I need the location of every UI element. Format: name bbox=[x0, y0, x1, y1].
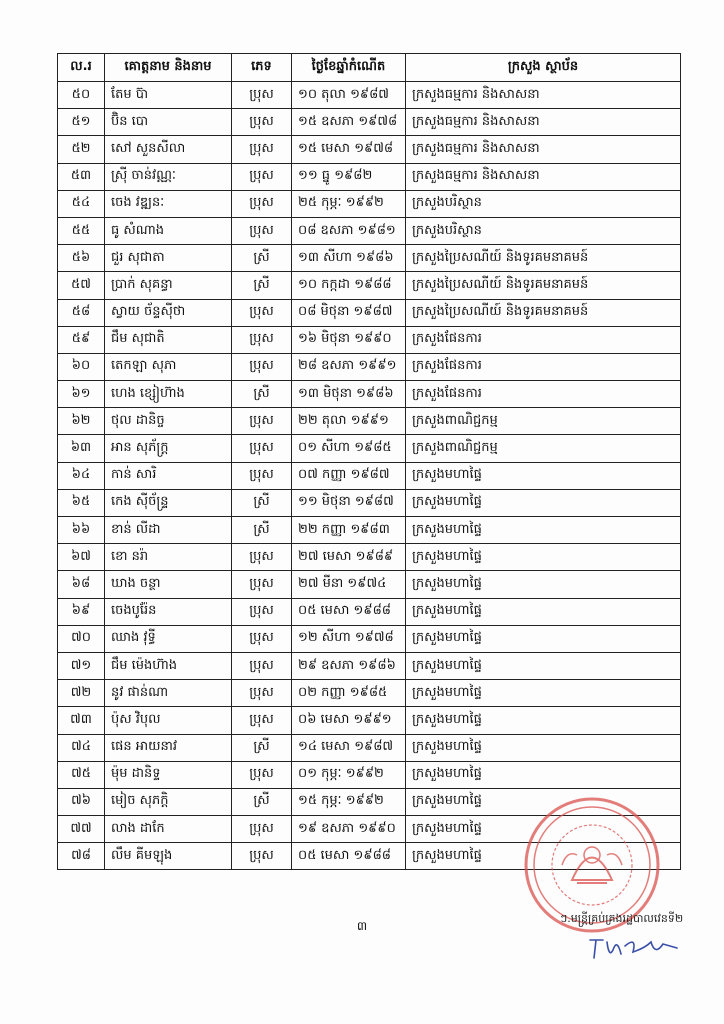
row-number: ៥២ bbox=[58, 136, 105, 163]
table-row bbox=[58, 217, 681, 244]
row-gender: ប្រុស bbox=[232, 82, 292, 109]
row-gender: ប្រុស bbox=[232, 707, 292, 734]
row-ministry: ក្រសួងធម្មការ និងសាសនា bbox=[406, 109, 681, 136]
row-name: មៀច សុភក្តិ bbox=[105, 788, 232, 815]
row-number: ៦១ bbox=[58, 381, 105, 408]
table-header-row bbox=[58, 54, 681, 82]
table-row bbox=[58, 408, 681, 435]
row-gender: ប្រុស bbox=[232, 109, 292, 136]
row-name: សៅ សួនសីលា bbox=[105, 136, 232, 163]
row-dob: ១១ ធ្នូ ១៩៨២ bbox=[292, 163, 406, 190]
table-row bbox=[58, 544, 681, 571]
row-number: ៧៧ bbox=[58, 816, 105, 843]
table-row bbox=[58, 381, 681, 408]
row-gender: ស្រី bbox=[232, 245, 292, 272]
row-number: ៦៨ bbox=[58, 571, 105, 598]
row-gender: ប្រុស bbox=[232, 598, 292, 625]
row-ministry: ក្រសួងផែនការ bbox=[406, 326, 681, 353]
row-name: ចេងបូរ៉ែន bbox=[105, 598, 232, 625]
row-ministry: ក្រសួងមហាផ្ទៃ bbox=[406, 707, 681, 734]
row-number: ៥៨ bbox=[58, 299, 105, 326]
row-number: ៦៦ bbox=[58, 517, 105, 544]
row-gender: ស្រី bbox=[232, 734, 292, 761]
row-number: ៧៨ bbox=[58, 843, 105, 870]
row-ministry: ក្រសួងមហាផ្ទៃ bbox=[406, 571, 681, 598]
row-name: ហេង ខ្សៀហ៊ាង bbox=[105, 381, 232, 408]
row-dob: ០៨ ឧសភា ១៩៨១ bbox=[292, 217, 406, 244]
row-number: ៦៣ bbox=[58, 435, 105, 462]
table-row bbox=[58, 680, 681, 707]
row-number: ៧២ bbox=[58, 680, 105, 707]
row-dob: ០៦ មេសា ១៩៩១ bbox=[292, 707, 406, 734]
row-gender: ប្រុស bbox=[232, 816, 292, 843]
row-gender: ប្រុស bbox=[232, 462, 292, 489]
row-dob: ០១ សីហា ១៩៨៥ bbox=[292, 435, 406, 462]
row-dob: ០៧ កញ្ញា ១៩៨៧ bbox=[292, 462, 406, 489]
row-dob: ០៨ មិថុនា ១៩៨៧ bbox=[292, 299, 406, 326]
row-dob: ១៥ ឧសភា ១៩៧៨ bbox=[292, 109, 406, 136]
row-number: ៥៤ bbox=[58, 190, 105, 217]
row-ministry: ក្រសួងមហាផ្ទៃ bbox=[406, 843, 681, 870]
row-ministry: ក្រសួងមហាផ្ទៃ bbox=[406, 788, 681, 815]
row-number: ៦៩ bbox=[58, 598, 105, 625]
seal-caption: ៗ.មន្ត្រីគ្រប់គ្រងរដ្ឋបាលវេនទី២ bbox=[560, 912, 684, 925]
table-row bbox=[58, 489, 681, 516]
row-gender: ប្រុស bbox=[232, 326, 292, 353]
row-dob: ២៨ ឧសភា ១៩៩១ bbox=[292, 353, 406, 380]
row-dob: ២២ តុលា ១៩៩១ bbox=[292, 408, 406, 435]
row-ministry: ក្រសួងផែនការ bbox=[406, 353, 681, 380]
row-name: ម៉ុម ដានិទ្ទ bbox=[105, 761, 232, 788]
row-gender: ស្រី bbox=[232, 272, 292, 299]
row-dob: ១៥ មេសា ១៩៧៨ bbox=[292, 136, 406, 163]
row-number: ៦៤ bbox=[58, 462, 105, 489]
row-name: ស្វាយ ច័ន្ទស៊ីថា bbox=[105, 299, 232, 326]
row-ministry: ក្រសួងធម្មការ និងសាសនា bbox=[406, 163, 681, 190]
row-gender: ស្រី bbox=[232, 517, 292, 544]
row-gender: ប្រុស bbox=[232, 680, 292, 707]
row-number: ៥៩ bbox=[58, 326, 105, 353]
table-row bbox=[58, 625, 681, 652]
row-name: ខោ នរ៉ា bbox=[105, 544, 232, 571]
table-row bbox=[58, 734, 681, 761]
row-dob: ១៣ សីហា ១៩៨៦ bbox=[292, 245, 406, 272]
row-ministry: ក្រសួងមហាផ្ទៃ bbox=[406, 816, 681, 843]
row-name: ឃាង ចន្ថា bbox=[105, 571, 232, 598]
row-gender: ស្រី bbox=[232, 381, 292, 408]
row-ministry: ក្រសួងប្រៃសណីយ៍ និងទូរគមនាគមន៍ bbox=[406, 299, 681, 326]
row-number: ៧៦ bbox=[58, 788, 105, 815]
row-dob: ១០ កក្កដា ១៩៨៨ bbox=[292, 272, 406, 299]
table-row bbox=[58, 299, 681, 326]
row-name: អាន សុភ័ក្ត្រ bbox=[105, 435, 232, 462]
row-gender: ប្រុស bbox=[232, 190, 292, 217]
row-ministry: ក្រសួងមហាផ្ទៃ bbox=[406, 680, 681, 707]
row-ministry: ក្រសួងមហាផ្ទៃ bbox=[406, 625, 681, 652]
table-row bbox=[58, 326, 681, 353]
table-row bbox=[58, 761, 681, 788]
row-dob: ២៧ មេសា ១៩៨៩ bbox=[292, 544, 406, 571]
row-gender: ប្រុស bbox=[232, 136, 292, 163]
row-dob: ១០ តុលា ១៩៨៧ bbox=[292, 82, 406, 109]
table-row bbox=[58, 462, 681, 489]
row-number: ៥៦ bbox=[58, 245, 105, 272]
row-gender: ប្រុស bbox=[232, 761, 292, 788]
header-name: គោត្តនាម និងនាម bbox=[105, 54, 232, 82]
row-ministry: ក្រសួងមហាផ្ទៃ bbox=[406, 598, 681, 625]
row-name: លឹម គីមឡុង bbox=[105, 843, 232, 870]
table-row bbox=[58, 353, 681, 380]
row-number: ៧៤ bbox=[58, 734, 105, 761]
row-number: ៧១ bbox=[58, 652, 105, 679]
header-ministry: ក្រសួង ស្ថាប័ន bbox=[406, 54, 681, 82]
row-ministry: ក្រសួងមហាផ្ទៃ bbox=[406, 652, 681, 679]
row-dob: ០៥ មេសា ១៩៨៨ bbox=[292, 843, 406, 870]
row-dob: ១២ សីហា ១៩៧៨ bbox=[292, 625, 406, 652]
row-number: ៥៥ bbox=[58, 217, 105, 244]
row-ministry: ក្រសួងមហាផ្ទៃ bbox=[406, 489, 681, 516]
row-name: លាង ដាកែ bbox=[105, 816, 232, 843]
row-gender: ស្រី bbox=[232, 489, 292, 516]
row-gender: ប្រុស bbox=[232, 353, 292, 380]
row-gender: ប្រុស bbox=[232, 571, 292, 598]
row-ministry: ក្រសួងពាណិជ្ជកម្ម bbox=[406, 435, 681, 462]
header-dob: ថ្ងៃខែឆ្នាំកំណើត bbox=[292, 54, 406, 82]
table-row bbox=[58, 245, 681, 272]
table-row bbox=[58, 272, 681, 299]
row-dob: ១៦ មិថុនា ១៩៩០ bbox=[292, 326, 406, 353]
table-row bbox=[58, 163, 681, 190]
row-ministry: ក្រសួងមហាផ្ទៃ bbox=[406, 761, 681, 788]
row-name: នូវ ផាន់ណា bbox=[105, 680, 232, 707]
row-dob: ២២ កញ្ញា ១៩៨៣ bbox=[292, 517, 406, 544]
row-ministry: ក្រសួងបរិស្ថាន bbox=[406, 190, 681, 217]
row-name: ខាន់ លីដា bbox=[105, 517, 232, 544]
row-name: ធូ សំណាង bbox=[105, 217, 232, 244]
row-number: ៥៧ bbox=[58, 272, 105, 299]
row-name: ជឹម ម៉េងហ៊ាង bbox=[105, 652, 232, 679]
row-gender: ប្រុស bbox=[232, 625, 292, 652]
row-number: ៦៥ bbox=[58, 489, 105, 516]
table-row bbox=[58, 435, 681, 462]
row-dob: ២៥ កុម្ភៈ ១៩៩២ bbox=[292, 190, 406, 217]
row-name: តេកឡា សុភា bbox=[105, 353, 232, 380]
row-dob: ១៥ កុម្ភៈ ១៩៩២ bbox=[292, 788, 406, 815]
row-gender: ប្រុស bbox=[232, 163, 292, 190]
row-dob: ១៤ មេសា ១៩៨៧ bbox=[292, 734, 406, 761]
row-ministry: ក្រសួងផែនការ bbox=[406, 381, 681, 408]
row-dob: ១៩ ឧសភា ១៩៩០ bbox=[292, 816, 406, 843]
header-gender: ភេទ bbox=[232, 54, 292, 82]
row-number: ៦២ bbox=[58, 408, 105, 435]
row-gender: ប្រុស bbox=[232, 408, 292, 435]
row-gender: ប្រុស bbox=[232, 217, 292, 244]
row-gender: ប្រុស bbox=[232, 544, 292, 571]
table-row bbox=[58, 652, 681, 679]
row-gender: ប្រុស bbox=[232, 435, 292, 462]
row-name: ថុល ដានិច្ច bbox=[105, 408, 232, 435]
row-name: ស៊្រី ចាន់វណ្ណៈ bbox=[105, 163, 232, 190]
row-dob: ២៩ ឧសភា ១៩៨៦ bbox=[292, 652, 406, 679]
row-gender: ប្រុស bbox=[232, 843, 292, 870]
row-name: កាន់ សារិ bbox=[105, 462, 232, 489]
row-ministry: ក្រសួងពាណិជ្ជកម្ម bbox=[406, 408, 681, 435]
table-body bbox=[58, 82, 681, 870]
table-row bbox=[58, 707, 681, 734]
row-dob: ១៣ មិថុនា ១៩៨៦ bbox=[292, 381, 406, 408]
row-name: ផេន អាយនាវ bbox=[105, 734, 232, 761]
row-name: ជឹម សុជាតិ bbox=[105, 326, 232, 353]
table-row bbox=[58, 598, 681, 625]
row-dob: ២៧ មីនា ១៩៧៤ bbox=[292, 571, 406, 598]
row-ministry: ក្រសួងធម្មការ និងសាសនា bbox=[406, 82, 681, 109]
row-name: តែម ប៊ា bbox=[105, 82, 232, 109]
signature-icon bbox=[585, 928, 685, 968]
table-row bbox=[58, 571, 681, 598]
row-number: ៥១ bbox=[58, 109, 105, 136]
row-number: ៦០ bbox=[58, 353, 105, 380]
row-number: ៥០ bbox=[58, 82, 105, 109]
row-gender: ប្រុស bbox=[232, 652, 292, 679]
row-name: ចេង វឌ្ឍនៈ bbox=[105, 190, 232, 217]
table-row bbox=[58, 517, 681, 544]
row-dob: ១១ មិថុនា ១៩៨៧ bbox=[292, 489, 406, 516]
row-gender: ស្រី bbox=[232, 788, 292, 815]
row-number: ៧៥ bbox=[58, 761, 105, 788]
row-name: ជួរ សុជាតា bbox=[105, 245, 232, 272]
row-ministry: ក្រសួងមហាផ្ទៃ bbox=[406, 544, 681, 571]
row-dob: ០២ កញ្ញា ១៩៨៥ bbox=[292, 680, 406, 707]
table-row bbox=[58, 190, 681, 217]
row-ministry: ក្រសួងប្រៃសណីយ៍ និងទូរគមនាគមន៍ bbox=[406, 272, 681, 299]
personnel-table bbox=[57, 53, 681, 870]
row-ministry: ក្រសួងមហាផ្ទៃ bbox=[406, 462, 681, 489]
row-name: ប៉ុស វិបុល bbox=[105, 707, 232, 734]
row-dob: ០១ កុម្ភៈ ១៩៩២ bbox=[292, 761, 406, 788]
row-gender: ប្រុស bbox=[232, 299, 292, 326]
row-ministry: ក្រសួងបរិស្ថាន bbox=[406, 217, 681, 244]
row-name: ប៊ិន បោ bbox=[105, 109, 232, 136]
row-name: កេង ស៊ីច័ន្ទ្រ bbox=[105, 489, 232, 516]
row-ministry: ក្រសួងមហាផ្ទៃ bbox=[406, 517, 681, 544]
row-number: ៦៧ bbox=[58, 544, 105, 571]
row-name: ឈាង វុទ្ធី bbox=[105, 625, 232, 652]
row-number: ៥៣ bbox=[58, 163, 105, 190]
table-row bbox=[58, 82, 681, 109]
row-dob: ០៥ មេសា ១៩៨៨ bbox=[292, 598, 406, 625]
row-ministry: ក្រសួងមហាផ្ទៃ bbox=[406, 734, 681, 761]
row-number: ៧០ bbox=[58, 625, 105, 652]
row-ministry: ក្រសួងធម្មការ និងសាសនា bbox=[406, 136, 681, 163]
row-number: ៧៣ bbox=[58, 707, 105, 734]
page-number: ៣ bbox=[356, 919, 368, 933]
header-no: ល.រ bbox=[58, 54, 105, 82]
row-name: ប្រាក់ សុគន្ធា bbox=[105, 272, 232, 299]
table-row bbox=[58, 136, 681, 163]
table-row bbox=[58, 109, 681, 136]
row-ministry: ក្រសួងប្រៃសណីយ៍ និងទូរគមនាគមន៍ bbox=[406, 245, 681, 272]
